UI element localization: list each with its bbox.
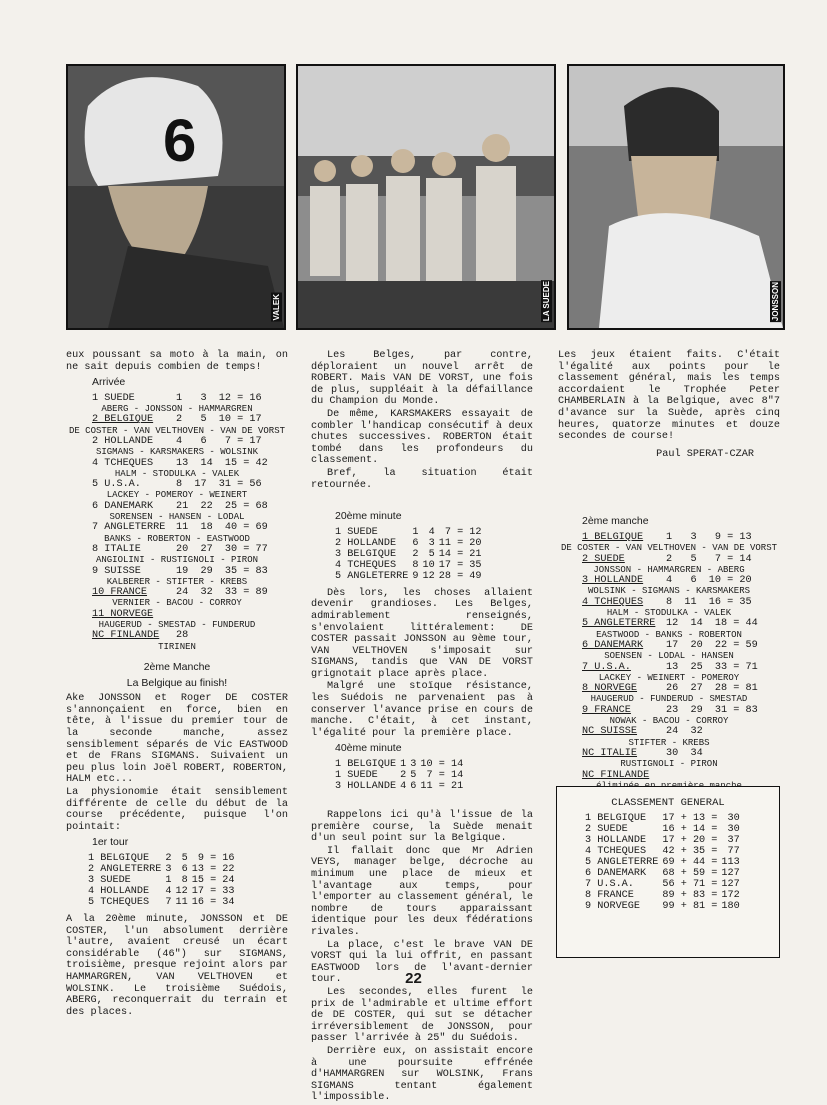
paragraph: Les secondes, elles furent le prix de l'admirable et ultime effort de DE COSTER, qui sut se détacher irréversiblement de JONSSON, pour passer l'arrivée à 25" du Suédois. (311, 986, 533, 1045)
result-riders: WOLSINK - SIGMANS - KARSMAKERS (587, 586, 751, 597)
result-team: 1 SUEDE (92, 392, 135, 404)
team-cell: 5 TCHEQUES (88, 897, 150, 908)
result-points: 13 25 33 = 71 (666, 661, 758, 673)
value-cell: 1 (165, 875, 172, 886)
table-row (88, 875, 239, 886)
paragraph: eux poussant sa moto à la main, on ne sait depuis combien de temps! (66, 350, 288, 373)
result-row (558, 640, 780, 651)
result-points: 4 6 7 = 17 (176, 436, 262, 447)
team-cell: 9 NORVEGE (585, 901, 641, 912)
value-cell: 127 (721, 879, 740, 890)
photo-team-sweden-image (298, 66, 554, 328)
value-cell: 127 (721, 868, 740, 879)
result-points: 2 5 10 = 17 (176, 414, 262, 426)
value-cell: 56 + 71 = (662, 879, 718, 890)
result-points: 30 34 (666, 748, 703, 760)
team-cell: 3 HOLLANDE (335, 781, 397, 793)
team-cell: 4 TCHEQUES (585, 846, 647, 857)
team-cell: 4 HOLLANDE (88, 886, 150, 897)
paragraph: La physionomie était sensiblement différente de celle du début de la course précédente, puisque l'on pointait: (66, 787, 288, 833)
value-cell: 8 (181, 875, 188, 886)
result-points: 21 22 25 = 68 (176, 500, 268, 512)
m40-heading: 40ème minute (335, 742, 402, 755)
result-team: 3 HOLLANDE (582, 575, 644, 587)
team-cell: 1 SUEDE (335, 770, 378, 782)
team-cell: 6 DANEMARK (585, 868, 647, 879)
table-row (585, 835, 744, 846)
result-row (66, 522, 288, 533)
result-riders: ANGIOLINI - RUSTIGNOLI - PIRON (95, 555, 259, 566)
paragraph: De même, KARSMAKERS essayait de combler l'handicap consécutif à deux chutes successives. ROBERTON était tombé dans les profondeurs du classement. (311, 408, 533, 467)
value-cell: 30 (727, 824, 740, 835)
value-cell: 2 (165, 853, 172, 864)
result-riders: HAUGERUD - SMESTAD - FUNDERUD (98, 620, 256, 631)
value-cell: 16 = 34 (191, 897, 235, 908)
result-riders: NOWAK - BACOU - CORROY (609, 716, 729, 727)
result-row (558, 618, 780, 629)
result-row (66, 436, 288, 447)
result-row (66, 609, 288, 620)
team-cell: 5 ANGLETERRE (335, 570, 409, 582)
result-team: 4 TCHEQUES (582, 596, 644, 608)
table-row (335, 560, 486, 571)
result-row (558, 705, 780, 716)
column-1 (66, 350, 288, 1019)
result-points: 17 20 22 = 59 (666, 639, 758, 651)
table-row (88, 886, 239, 897)
result-team: NC FINLANDE (582, 769, 650, 781)
value-cell: 17 + 20 = (662, 835, 718, 846)
team-cell: 1 BELGIQUE (335, 759, 397, 771)
result-row (558, 748, 780, 759)
paragraph: Bref, la situation était retournée. (311, 467, 533, 491)
result-team: 7 U.S.A. (582, 661, 631, 673)
table-row (335, 549, 486, 560)
result-points: 26 27 28 = 81 (666, 683, 758, 695)
paragraph: Derrière eux, on assistait encore à une poursuite effrénée d'HAMMARGREN sur WOLSINK, Frans SIGMANS tentant également l'impossible. (311, 1045, 533, 1104)
paragraph: Dès lors, les choses allaient devenir grandioses. Les Belges, admirablement renseignés, s'envolaient littéralement: DE COSTER passait JONSSON au 9ème tour, VAN VELTHOVEN s'imposait sur SIGMANS, tandis que VAN DE VORST grignotait place après place. (311, 587, 533, 680)
value-cell: 9 = 16 (197, 853, 235, 864)
tour-heading: 1er tour (92, 836, 129, 849)
photo-jonsson (567, 64, 785, 330)
result-riders: LACKEY - WEINERT - POMEROY (598, 672, 740, 683)
result-points: 1 3 9 = 13 (666, 531, 752, 543)
result-row (66, 630, 288, 641)
result-team: 5 ANGLETERRE (582, 618, 656, 630)
result-points: 13 14 15 = 42 (176, 457, 268, 469)
result-team: 11 NORVEGE (92, 608, 154, 620)
result-team: 1 BELGIQUE (582, 531, 644, 543)
value-cell: 7 = 14 (426, 770, 464, 782)
result-team: 7 ANGLETERRE (92, 522, 166, 534)
paragraph: Les jeux étaient faits. C'était l'égalité aux points pour le classement général, mais les temps accordaient le Trophée Peter CHAMBERLAIN à la Belgique, avec 8"7 d'avance sur la Suède, après cinq heures, quatorze minutes et douze secondes de course! (558, 350, 780, 443)
table-row (335, 770, 467, 781)
team-cell: 1 BELGIQUE (585, 813, 647, 824)
result-riders: SOENSEN - LODAL - HANSEN (604, 651, 734, 662)
result-riders: HALM - STODULKA - VALEK (606, 607, 732, 618)
value-cell: 172 (721, 890, 740, 901)
result-row (558, 532, 780, 543)
table-row (585, 890, 744, 901)
value-cell: 11 = 21 (420, 781, 464, 793)
value-cell: 5 (428, 548, 435, 560)
value-cell: 8 (412, 559, 419, 571)
arrivee-results (66, 393, 288, 652)
team-cell: 1 BELGIQUE (88, 853, 150, 864)
team-cell: 2 HOLLANDE (335, 537, 397, 549)
value-cell: 14 = 21 (438, 548, 482, 560)
value-cell: 69 + 44 = (662, 857, 718, 868)
result-team: 9 SUISSE (92, 565, 141, 577)
value-cell: 10 (422, 559, 435, 571)
paragraph: Ake JONSSON et Roger DE COSTER s'annonçaient en force, bien en tête, à l'issue du premier tour de la seconde manche, assez sensiblement séparés de Vic EASTWOOD et de FRans SIGMANS. Suivaient un peu plus loin Joël ROBERT, ROBERTON, HALM etc... (66, 693, 288, 786)
value-cell: 4 (165, 886, 172, 897)
result-points: 12 14 18 = 44 (666, 618, 758, 630)
result-team: 6 DANEMARK (582, 639, 644, 651)
result-riders: ABERG - JONSSON - HAMMARGREN (101, 403, 253, 414)
value-cell: 5 (410, 770, 417, 782)
value-cell: 42 + 35 = (662, 846, 718, 857)
result-riders: HALM - STODULKA - VALEK (114, 468, 240, 479)
photo-jonsson-image (569, 66, 783, 328)
result-team: 2 BELGIQUE (92, 414, 154, 426)
result-team: 5 U.S.A. (92, 479, 141, 491)
value-cell: 68 + 59 = (662, 868, 718, 879)
team-cell: 2 SUEDE (585, 824, 628, 835)
result-team: 8 ITALIE (92, 544, 141, 556)
result-row (66, 414, 288, 425)
value-cell: 16 + 14 = (662, 824, 718, 835)
result-row (558, 726, 780, 737)
team-cell: 1 SUEDE (335, 526, 378, 538)
paragraph: Malgré une stoïque résistance, les Suédois ne parvenaient pas à conserver l'avance prise en cours de manche. C'était, à cet instant, l'égalité pour la première place. (311, 681, 533, 739)
value-cell: 7 = 12 (444, 526, 482, 538)
result-points: 24 32 33 = 89 (176, 587, 268, 599)
table-row (88, 864, 239, 875)
result-team: 6 DANEMARK (92, 500, 154, 512)
result-team: 2 HOLLANDE (92, 436, 154, 447)
value-cell: 13 = 22 (191, 864, 235, 875)
column-3 (558, 350, 780, 791)
value-cell: 6 (412, 537, 419, 549)
value-cell: 2 (400, 770, 407, 782)
result-riders: LACKEY - POMEROY - WEINERT (106, 490, 248, 501)
table-row (335, 571, 486, 582)
table-row (585, 813, 744, 824)
value-cell: 99 + 81 = (662, 901, 718, 912)
result-riders: VERNIER - BACOU - CORROY (112, 598, 242, 609)
result-row (558, 770, 780, 781)
result-riders: SORENSEN - HANSEN - LODAL (109, 512, 245, 523)
result-points: 19 29 35 = 83 (176, 565, 268, 577)
value-cell: 9 (412, 570, 419, 582)
value-cell: 2 (412, 548, 419, 560)
page-number: 22 (405, 970, 422, 987)
result-team: 9 FRANCE (582, 704, 631, 716)
value-cell: 113 (721, 857, 740, 868)
value-cell: 17 + 13 = (662, 813, 718, 824)
value-cell: 89 + 83 = (662, 890, 718, 901)
result-row (66, 544, 288, 555)
value-cell: 77 (727, 846, 740, 857)
classement-general-heading: CLASSEMENT GENERAL (611, 797, 725, 809)
team-cell: 4 TCHEQUES (335, 559, 397, 571)
value-cell: 10 = 14 (420, 759, 464, 771)
result-riders: RUSTIGNOLI - PIRON (620, 759, 718, 770)
result-riders: TIRINEN (158, 641, 196, 652)
value-cell: 28 = 49 (438, 570, 482, 582)
value-cell: 17 = 33 (191, 886, 235, 897)
result-riders: HAUGERUD - FUNDERUD - SMESTAD (590, 694, 748, 705)
m2-results (558, 532, 780, 791)
result-riders: STIFTER - KREBS (628, 737, 710, 748)
result-points: 23 29 31 = 83 (666, 704, 758, 716)
table-row (585, 824, 744, 835)
classement-general-box (556, 786, 780, 958)
table-row (335, 538, 486, 549)
column-2 (311, 350, 533, 1105)
result-points: 1 3 12 = 16 (176, 392, 262, 404)
result-team: NC ITALIE (582, 748, 638, 760)
manche-subheading: La Belgique au finish! (126, 676, 228, 689)
table-row (88, 853, 239, 864)
table-row (335, 781, 467, 792)
result-points: 4 6 10 = 20 (666, 575, 752, 587)
value-cell: 17 = 35 (438, 559, 482, 571)
value-cell: 30 (727, 813, 740, 824)
team-cell: 3 SUEDE (88, 875, 131, 886)
value-cell: 3 (428, 537, 435, 549)
result-team: 8 NORVEGE (582, 683, 638, 695)
result-row (66, 587, 288, 598)
photo-credit: LA SUEDE (542, 280, 551, 321)
value-cell: 12 (422, 570, 435, 582)
result-team: 10 FRANCE (92, 587, 148, 599)
team-cell: 2 ANGLETERRE (88, 864, 162, 875)
photo-team-sweden (296, 64, 556, 330)
photo-rider-helmet-image (68, 66, 284, 328)
table-row (585, 901, 744, 912)
result-points: 24 32 (666, 726, 703, 738)
result-row (558, 597, 780, 608)
value-cell: 6 (181, 864, 188, 875)
value-cell: 12 (175, 886, 188, 897)
photo-credit: VALEK (272, 294, 281, 321)
result-row (558, 575, 780, 586)
value-cell: 11 = 20 (438, 537, 482, 549)
signature: Paul SPERAT-CZAR (656, 448, 754, 460)
photo-credit: JONSSON (771, 281, 780, 321)
value-cell: 5 (181, 853, 188, 864)
value-cell: 37 (727, 835, 740, 846)
table-row (335, 759, 467, 770)
team-cell: 3 BELGIQUE (335, 548, 397, 560)
table-row (585, 879, 744, 890)
value-cell: 4 (428, 526, 435, 538)
paragraph: La place, c'est le brave VAN DE VORST qui la lui offrit, en passant EASTWOOD lors de l'avant-dernier tour. (311, 939, 533, 986)
result-points: 28 (176, 630, 189, 642)
svg-text:6: 6 (163, 107, 197, 174)
table-row (585, 868, 744, 879)
team-cell: 5 ANGLETERRE (585, 857, 659, 868)
team-cell: 7 U.S.A. (585, 879, 634, 890)
result-riders: KALBERER - STIFTER - KREBS (106, 576, 248, 587)
result-row (558, 554, 780, 565)
tour-table (88, 853, 239, 908)
result-team: 4 TCHEQUES (92, 457, 154, 469)
photo-rider-helmet (66, 64, 286, 330)
result-points: 11 18 40 = 69 (176, 522, 268, 534)
m20-table (335, 527, 486, 582)
table-row (335, 527, 486, 538)
paragraph: Les Belges, par contre, déploraient un nouvel arrêt de ROBERT. Mais VAN DE VORST, une fois de plus, suppléait à la défaillance du Champion du Monde. (311, 350, 533, 408)
result-riders: DE COSTER - VAN VELTHOVEN - VAN DE VORST (68, 425, 286, 436)
m20-heading: 20ème minute (335, 510, 402, 523)
result-points: 8 11 16 = 35 (666, 596, 752, 608)
result-riders: DE COSTER - VAN VELTHOVEN - VAN DE VORST (560, 543, 778, 554)
result-row (66, 393, 288, 404)
result-points: 20 27 30 = 77 (176, 544, 268, 556)
value-cell: 15 = 24 (191, 875, 235, 886)
result-points: 2 5 7 = 14 (666, 553, 752, 565)
m2-heading: 2ème manche (582, 515, 649, 528)
result-riders: BANKS - ROBERTON - EASTWOOD (104, 533, 250, 544)
classement-general-table (585, 813, 744, 912)
paragraph: Il fallait donc que Mr Adrien VEYS, manager belge, décroche au minimum une place de mieux et l'avantage aux temps, pour l'emporter au classement général, le nombre de tours apparaissant identique pour les deux fédérations rivales. (311, 845, 533, 938)
team-cell: 3 HOLLANDE (585, 835, 647, 846)
paragraph: A la 20ème minute, JONSSON et DE COSTER, l'un absolument derrière l'autre, avaient creusé un écart considérable (46") sur SIGMANS, troisième, presque rejoint alors par HAMMARGREN, VAN VELTHOVEN et WOLSINK. Le troisième Suédois, ABERG, reconquerrait du terrain et des places. (66, 914, 288, 1018)
result-row (558, 683, 780, 694)
value-cell: 1 (400, 759, 407, 771)
result-row (66, 566, 288, 577)
manche-heading: 2ème Manche (143, 661, 211, 674)
result-row (66, 479, 288, 490)
result-team: NC FINLANDE (92, 630, 160, 642)
paragraph: Rappelons ici qu'à l'issue de la première course, la Suède menait d'un seul point sur la Belgique. (311, 810, 533, 845)
result-riders: SIGMANS - KARSMAKERS - WOLSINK (95, 447, 259, 458)
result-row (558, 662, 780, 673)
value-cell: 6 (410, 781, 417, 793)
team-cell: 8 FRANCE (585, 890, 634, 901)
arrivee-heading: Arrivée (92, 376, 126, 389)
table-row (88, 897, 239, 908)
table-row (585, 846, 744, 857)
value-cell: 11 (175, 897, 188, 908)
result-row (66, 458, 288, 469)
result-points: 8 17 31 = 56 (176, 479, 262, 491)
value-cell: 3 (165, 864, 172, 875)
value-cell: 7 (165, 897, 172, 908)
m40-table (335, 759, 467, 792)
value-cell: 1 (412, 526, 419, 538)
result-team: NC SUISSE (582, 726, 638, 738)
value-cell: 180 (721, 901, 740, 912)
result-row (66, 501, 288, 512)
result-riders: EASTWOOD - BANKS - ROBERTON (596, 629, 742, 640)
table-row (585, 857, 744, 868)
value-cell: 3 (410, 759, 417, 771)
value-cell: 4 (400, 781, 407, 793)
result-riders: JONSSON - HAMMARGREN - ABERG (593, 564, 745, 575)
result-team: 2 SUEDE (582, 553, 625, 565)
